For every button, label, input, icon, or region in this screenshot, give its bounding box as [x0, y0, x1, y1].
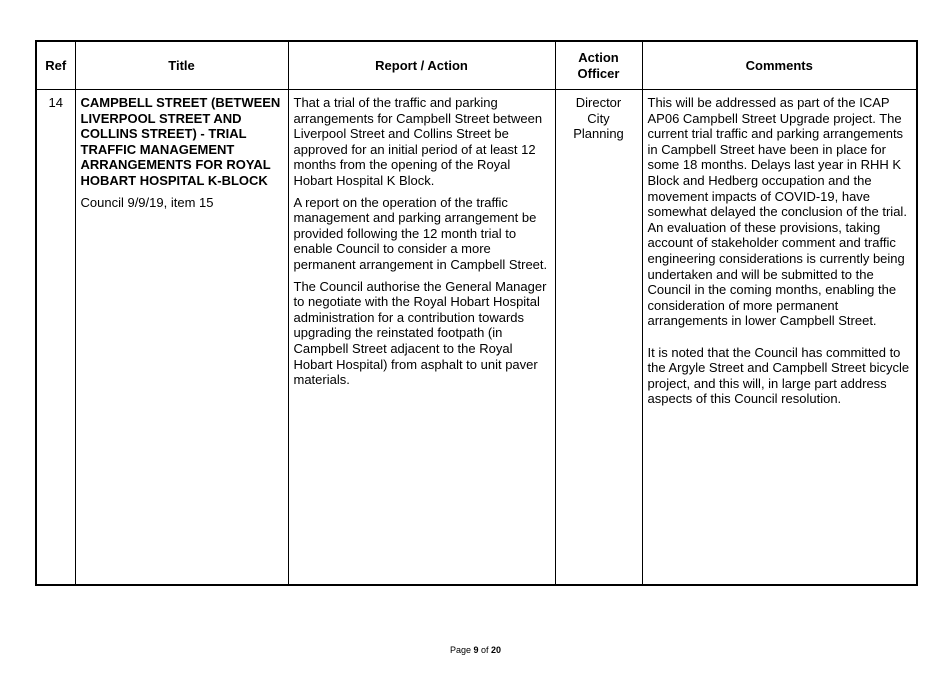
ref-cell: 14: [36, 90, 75, 586]
comment-spacer: [648, 329, 912, 345]
officer-line: Planning: [573, 126, 624, 142]
report-action-cell: [288, 90, 555, 586]
item-title: CAMPBELL STREET (BETWEEN LIVERPOOL STREET AND COLLINS STREET) - TRIAL TRAFFIC MANAGEMENT ARRANGEMENTS FOR ROYAL HOBART HOSPITAL K-BLOCK: [80, 95, 281, 188]
comments-cell: [642, 90, 917, 586]
officer-line: City: [587, 110, 610, 126]
resolutions-table: [35, 40, 918, 586]
header-title: Title: [75, 41, 288, 90]
comment-paragraph: This will be addressed as part of the ICAP AP06 Campbell Street Upgrade project. The current trial traffic and parking arrangements in Campbell Street have been in place for some 18 months. Delays last year in RHH K Block and Hedberg occupation and the movement impacts of COVID-19, have somewhat delayed the conclusion of the trial.: [647, 95, 907, 220]
table-row: [36, 90, 917, 586]
header-action-officer-line1: Action: [578, 49, 619, 65]
page-number-footer: [0, 645, 951, 655]
table-header-row: [36, 41, 917, 90]
council-meeting-reference: Council 9/9/19, item 15: [80, 194, 214, 210]
title-cell: [75, 90, 288, 586]
action-officer-cell: [555, 90, 642, 586]
page-total: 20: [491, 645, 502, 655]
header-report-action: Report / Action: [288, 41, 555, 90]
header-comments: Comments: [642, 41, 917, 90]
page-current: 9: [473, 645, 479, 655]
report-paragraph: A report on the operation of the traffic management and parking arrangement be provided following the 12 month trial to enable Council to consider a more permanent arrangement in Campbell Street.: [293, 194, 548, 272]
comment-paragraph: It is noted that the Council has committed to the Argyle Street and Campbell Street bicycle project, and this will, in large part address aspects of this Council resolution.: [647, 344, 910, 407]
header-action-officer: [555, 41, 642, 90]
header-ref: Ref: [36, 41, 75, 90]
page-of: of: [481, 645, 489, 655]
officer-line: Director: [575, 95, 622, 110]
report-paragraph: The Council authorise the General Manager to negotiate with the Royal Hobart Hospital administration for a contribution towards upgrading the reinstated footpath (in Campbell Street adjacent to the Royal Hobart Hospital) from asphalt to unit paver materials.: [293, 278, 547, 388]
page-word: Page: [449, 645, 471, 655]
comment-paragraph: An evaluation of these provisions, taking account of stakeholder comment and traffic engineering considerations is currently being undertaken and will be submitted to the Council in the coming months, enabling the consideration of more permanent arrangements in lower Campbell Street.: [647, 219, 905, 329]
report-paragraph: That a trial of the traffic and parking arrangements for Campbell Street between Liverpool Street and Collins Street be approved for an initial period of at least 12 months from the opening of the Royal Hobart Hospital K Block.: [293, 95, 543, 188]
header-action-officer-line2: Officer: [577, 65, 620, 81]
